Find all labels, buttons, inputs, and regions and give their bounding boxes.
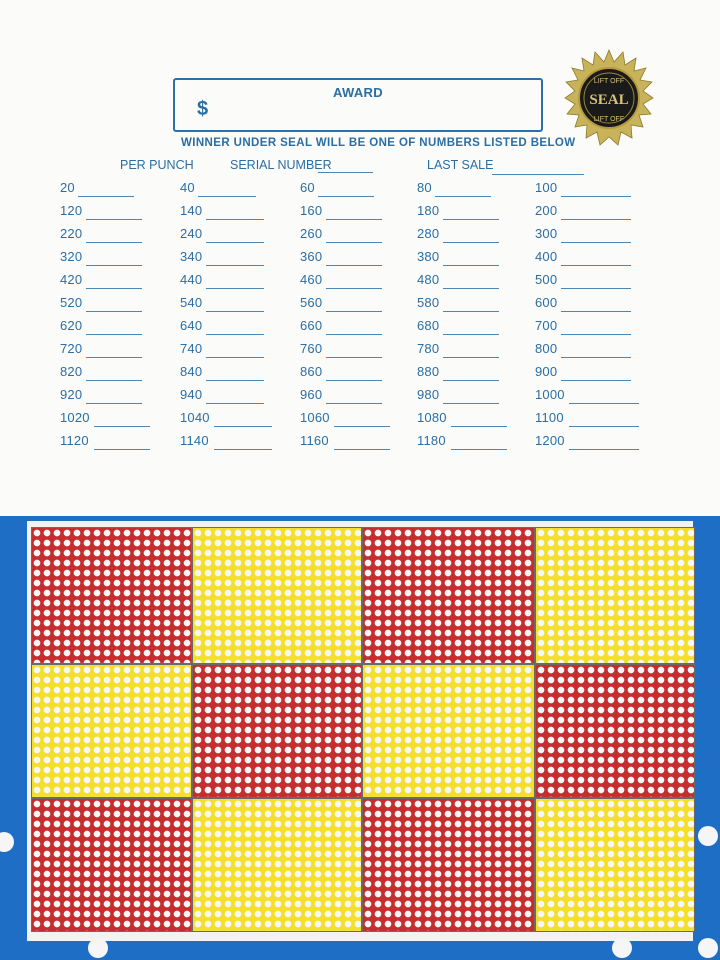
punch-tile-red[interactable] bbox=[362, 527, 535, 664]
number-value: 900 bbox=[535, 364, 558, 379]
number-underline bbox=[451, 426, 507, 427]
number-value: 40 bbox=[180, 180, 195, 195]
number-entry bbox=[535, 203, 557, 226]
number-underline bbox=[206, 380, 264, 381]
number-value: 180 bbox=[417, 203, 440, 218]
number-value: 540 bbox=[180, 295, 203, 310]
number-entry bbox=[300, 364, 322, 387]
number-entry bbox=[180, 203, 202, 226]
number-value: 680 bbox=[417, 318, 440, 333]
number-underline bbox=[326, 219, 382, 220]
number-underline bbox=[334, 449, 390, 450]
number-underline bbox=[94, 449, 150, 450]
number-underline bbox=[326, 288, 382, 289]
number-value: 220 bbox=[60, 226, 83, 241]
number-underline bbox=[443, 311, 499, 312]
number-value: 800 bbox=[535, 341, 558, 356]
number-underline bbox=[206, 288, 264, 289]
award-box bbox=[173, 78, 543, 132]
number-value: 620 bbox=[60, 318, 83, 333]
last-sale-label: LAST SALE bbox=[427, 158, 494, 172]
number-value: 360 bbox=[300, 249, 323, 264]
number-underline bbox=[326, 334, 382, 335]
per-punch-label: PER PUNCH bbox=[120, 158, 194, 172]
number-underline bbox=[206, 265, 264, 266]
number-value: 1200 bbox=[535, 433, 565, 448]
number-value: 200 bbox=[535, 203, 558, 218]
lift-off-seal[interactable] bbox=[563, 46, 655, 154]
number-underline bbox=[561, 311, 631, 312]
number-value: 1160 bbox=[300, 433, 329, 448]
number-entry bbox=[300, 180, 315, 203]
number-entry bbox=[180, 410, 210, 433]
punch-area bbox=[27, 521, 693, 941]
number-value: 380 bbox=[417, 249, 440, 264]
number-value: 700 bbox=[535, 318, 558, 333]
serial-number-label: SERIAL NUMBER bbox=[230, 158, 332, 172]
number-value: 1040 bbox=[180, 410, 210, 425]
number-underline bbox=[206, 357, 264, 358]
number-entry bbox=[535, 272, 557, 295]
number-entry bbox=[60, 295, 82, 318]
punch-tile-red[interactable] bbox=[362, 798, 535, 932]
number-underline bbox=[561, 219, 631, 220]
number-entry bbox=[300, 226, 322, 249]
number-underline bbox=[435, 196, 491, 197]
number-underline bbox=[206, 219, 264, 220]
seal-bottom-text: LIFT OFF bbox=[593, 116, 625, 123]
number-entry bbox=[417, 410, 447, 433]
number-underline bbox=[214, 449, 272, 450]
number-entry bbox=[417, 249, 439, 272]
punchboard bbox=[0, 516, 720, 960]
number-underline bbox=[561, 196, 631, 197]
number-underline bbox=[443, 403, 499, 404]
number-underline bbox=[206, 334, 264, 335]
number-value: 100 bbox=[535, 180, 558, 195]
number-underline bbox=[326, 357, 382, 358]
number-value: 760 bbox=[300, 341, 323, 356]
punch-tile-red[interactable] bbox=[535, 664, 695, 798]
number-entry bbox=[60, 203, 82, 226]
punch-tile-red[interactable] bbox=[31, 527, 192, 664]
number-entry bbox=[535, 180, 557, 203]
number-underline bbox=[569, 426, 639, 427]
number-entry bbox=[417, 433, 446, 456]
number-value: 520 bbox=[60, 295, 83, 310]
number-underline bbox=[326, 380, 382, 381]
number-entry bbox=[180, 295, 202, 318]
number-entry bbox=[535, 410, 564, 433]
number-entry bbox=[535, 318, 557, 341]
number-entry bbox=[180, 433, 209, 456]
number-value: 120 bbox=[60, 203, 83, 218]
winner-instructions: WINNER UNDER SEAL WILL BE ONE OF NUMBERS LISTED BELOW bbox=[181, 137, 576, 149]
binder-hole bbox=[0, 832, 14, 852]
number-underline bbox=[214, 426, 272, 427]
punch-tile-yellow[interactable] bbox=[192, 527, 362, 664]
number-value: 880 bbox=[417, 364, 440, 379]
number-entry bbox=[300, 433, 329, 456]
number-underline bbox=[561, 380, 631, 381]
number-entry bbox=[60, 272, 82, 295]
punch-tile-yellow[interactable] bbox=[535, 798, 695, 932]
number-value: 1080 bbox=[417, 410, 447, 425]
number-entry bbox=[60, 180, 75, 203]
number-value: 720 bbox=[60, 341, 83, 356]
number-value: 860 bbox=[300, 364, 323, 379]
number-underline bbox=[443, 357, 499, 358]
number-entry bbox=[300, 410, 330, 433]
number-value: 600 bbox=[535, 295, 558, 310]
number-entry bbox=[417, 180, 432, 203]
number-value: 820 bbox=[60, 364, 83, 379]
number-value: 320 bbox=[60, 249, 83, 264]
number-entry bbox=[535, 295, 557, 318]
number-value: 340 bbox=[180, 249, 203, 264]
number-entry bbox=[180, 180, 195, 203]
punch-tile-yellow[interactable] bbox=[362, 664, 535, 798]
number-underline bbox=[443, 380, 499, 381]
number-underline bbox=[86, 357, 142, 358]
number-underline bbox=[451, 449, 507, 450]
number-underline bbox=[561, 288, 631, 289]
number-underline bbox=[86, 334, 142, 335]
number-entry bbox=[417, 318, 439, 341]
number-underline bbox=[318, 196, 374, 197]
number-entry bbox=[180, 318, 202, 341]
number-entry bbox=[535, 226, 557, 249]
number-entry bbox=[180, 387, 202, 410]
number-entry bbox=[60, 341, 82, 364]
number-entry bbox=[535, 364, 557, 387]
number-value: 460 bbox=[300, 272, 323, 287]
number-value: 1060 bbox=[300, 410, 330, 425]
number-entry bbox=[300, 272, 322, 295]
number-underline bbox=[206, 311, 264, 312]
number-value: 1180 bbox=[417, 433, 446, 448]
number-underline bbox=[198, 196, 256, 197]
number-entry bbox=[300, 203, 322, 226]
number-underline bbox=[443, 334, 499, 335]
binder-hole bbox=[88, 938, 108, 958]
number-value: 960 bbox=[300, 387, 323, 402]
number-entry bbox=[417, 387, 439, 410]
number-underline bbox=[86, 265, 142, 266]
number-underline bbox=[86, 380, 142, 381]
number-entry bbox=[535, 249, 557, 272]
number-entry bbox=[417, 341, 439, 364]
number-underline bbox=[326, 403, 382, 404]
number-value: 160 bbox=[300, 203, 323, 218]
number-underline bbox=[443, 288, 499, 289]
punch-tile-yellow[interactable] bbox=[192, 798, 362, 932]
number-entry bbox=[180, 341, 202, 364]
number-value: 260 bbox=[300, 226, 323, 241]
number-value: 1020 bbox=[60, 410, 90, 425]
number-entry bbox=[417, 203, 439, 226]
punch-tile-yellow[interactable] bbox=[535, 527, 695, 664]
punch-tile-red[interactable] bbox=[192, 664, 362, 798]
number-entry bbox=[60, 433, 89, 456]
number-entry bbox=[60, 387, 82, 410]
number-value: 420 bbox=[60, 272, 83, 287]
number-underline bbox=[86, 403, 142, 404]
dollar-sign: $ bbox=[197, 98, 209, 120]
number-underline bbox=[94, 426, 150, 427]
number-value: 1120 bbox=[60, 433, 89, 448]
number-underline bbox=[569, 449, 639, 450]
number-entry bbox=[417, 226, 439, 249]
number-value: 740 bbox=[180, 341, 203, 356]
number-underline bbox=[561, 242, 631, 243]
number-underline bbox=[443, 242, 499, 243]
number-value: 480 bbox=[417, 272, 440, 287]
number-entry bbox=[60, 318, 82, 341]
award-label: AWARD bbox=[333, 85, 383, 100]
number-entry bbox=[417, 364, 439, 387]
number-entry bbox=[300, 341, 322, 364]
number-entry bbox=[535, 341, 557, 364]
number-entry bbox=[180, 272, 202, 295]
number-underline bbox=[561, 357, 631, 358]
number-entry bbox=[180, 249, 202, 272]
number-entry bbox=[535, 433, 565, 456]
number-entry bbox=[417, 295, 439, 318]
number-entry bbox=[300, 295, 322, 318]
serial-number-line bbox=[318, 172, 373, 173]
number-value: 240 bbox=[180, 226, 203, 241]
number-value: 940 bbox=[180, 387, 203, 402]
binder-hole bbox=[698, 826, 718, 846]
number-underline bbox=[334, 426, 390, 427]
number-entry bbox=[60, 410, 90, 433]
number-entry bbox=[300, 249, 322, 272]
number-underline bbox=[326, 265, 382, 266]
number-value: 780 bbox=[417, 341, 440, 356]
number-entry bbox=[300, 387, 322, 410]
number-value: 1000 bbox=[535, 387, 565, 402]
number-entry bbox=[417, 272, 439, 295]
seal-top-text: LIFT OFF bbox=[593, 78, 625, 85]
number-underline bbox=[206, 242, 264, 243]
number-value: 20 bbox=[60, 180, 75, 195]
number-value: 80 bbox=[417, 180, 432, 195]
number-value: 60 bbox=[300, 180, 315, 195]
binder-hole bbox=[698, 938, 718, 958]
number-value: 560 bbox=[300, 295, 323, 310]
number-value: 640 bbox=[180, 318, 203, 333]
number-value: 840 bbox=[180, 364, 203, 379]
number-entry bbox=[180, 226, 202, 249]
number-underline bbox=[86, 311, 142, 312]
number-underline bbox=[86, 288, 142, 289]
number-value: 280 bbox=[417, 226, 440, 241]
number-underline bbox=[206, 403, 264, 404]
number-underline bbox=[78, 196, 134, 197]
number-value: 1100 bbox=[535, 410, 564, 425]
number-value: 1140 bbox=[180, 433, 209, 448]
number-entry bbox=[300, 318, 322, 341]
number-value: 980 bbox=[417, 387, 440, 402]
number-underline bbox=[326, 242, 382, 243]
number-underline bbox=[443, 265, 499, 266]
number-value: 500 bbox=[535, 272, 558, 287]
number-entry bbox=[60, 226, 82, 249]
number-entry bbox=[180, 364, 202, 387]
number-entry bbox=[60, 364, 82, 387]
seal-center-text: SEAL bbox=[589, 92, 629, 108]
number-underline bbox=[326, 311, 382, 312]
number-value: 140 bbox=[180, 203, 203, 218]
binder-hole bbox=[612, 938, 632, 958]
number-value: 580 bbox=[417, 295, 440, 310]
number-entry bbox=[60, 249, 82, 272]
number-entry bbox=[535, 387, 565, 410]
last-sale-line bbox=[492, 174, 584, 175]
number-value: 300 bbox=[535, 226, 558, 241]
number-value: 400 bbox=[535, 249, 558, 264]
punch-tile-yellow[interactable] bbox=[31, 664, 192, 798]
number-value: 660 bbox=[300, 318, 323, 333]
number-underline bbox=[561, 265, 631, 266]
punch-tile-red[interactable] bbox=[31, 798, 192, 932]
number-underline bbox=[443, 219, 499, 220]
number-underline bbox=[86, 219, 142, 220]
number-underline bbox=[569, 403, 639, 404]
number-underline bbox=[561, 334, 631, 335]
number-underline bbox=[86, 242, 142, 243]
number-value: 440 bbox=[180, 272, 203, 287]
number-value: 920 bbox=[60, 387, 83, 402]
number-table bbox=[60, 180, 660, 456]
